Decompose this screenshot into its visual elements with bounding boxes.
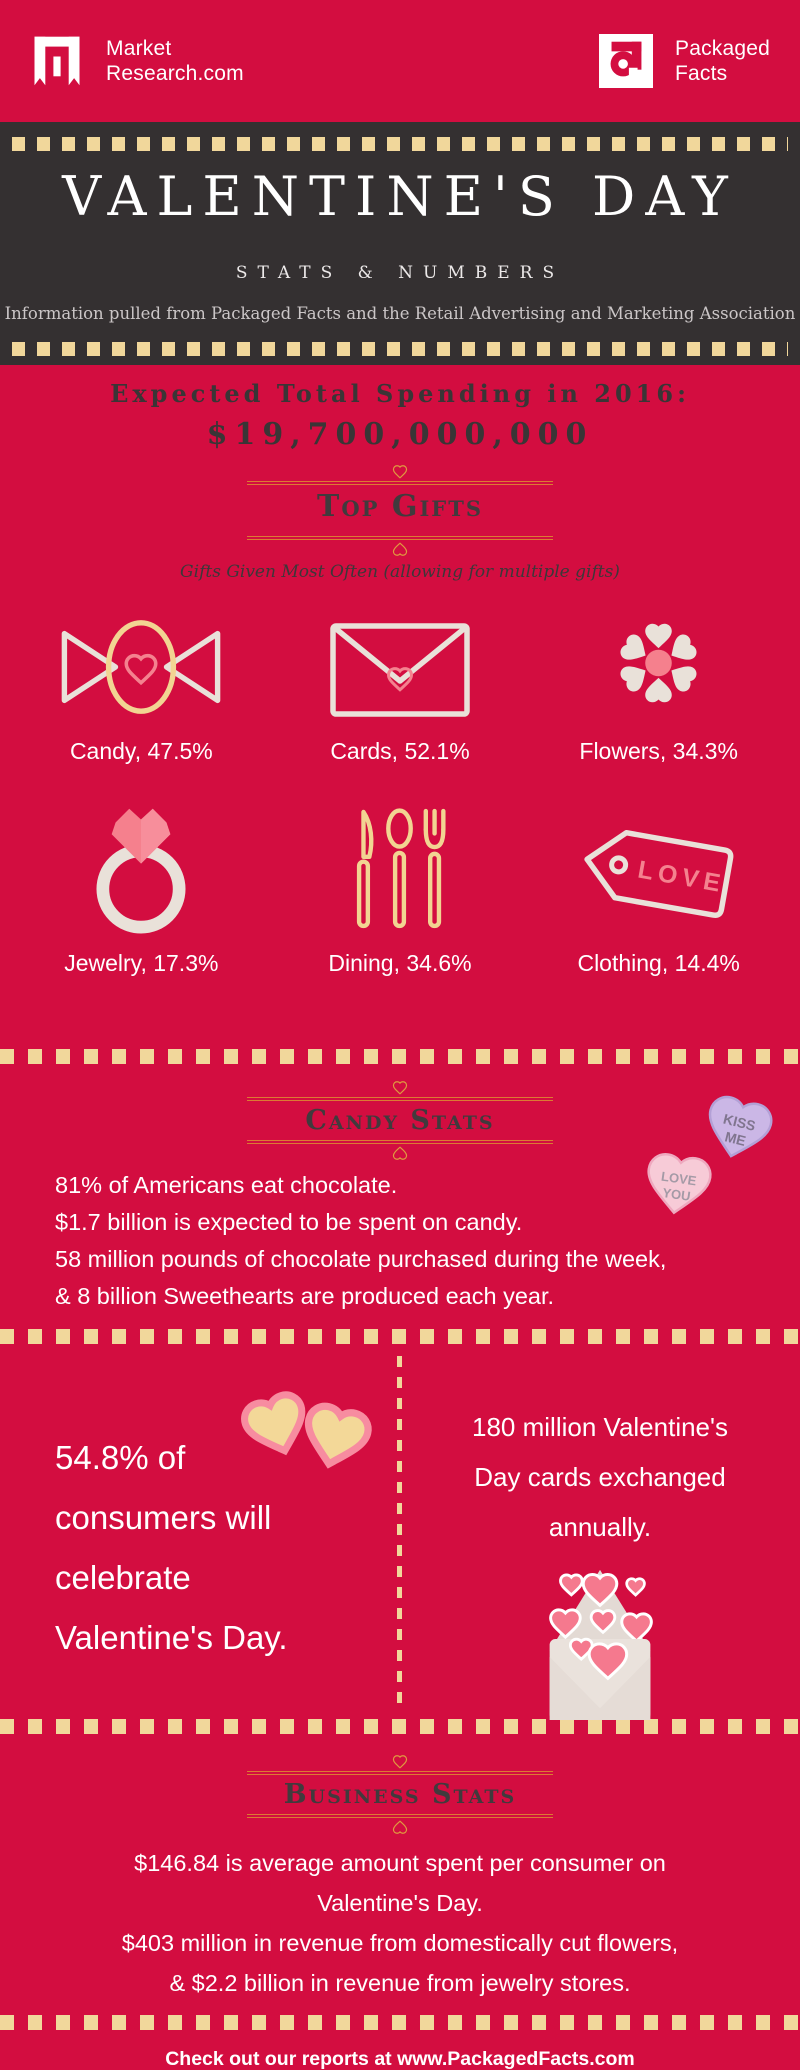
candy-stats-section <box>0 1064 800 1329</box>
gift-label: Dining, 34.6% <box>328 950 472 976</box>
total-spending <box>0 379 800 452</box>
candy-heart-text: LOVE <box>660 1168 698 1189</box>
top-gifts-grid <box>12 604 788 977</box>
top-gifts-heading: Top Gifts <box>317 489 483 524</box>
header <box>0 0 800 122</box>
heart-ornament-icon <box>390 464 410 480</box>
gift-label: Cards, 52.1% <box>330 738 470 764</box>
gift-label: Clothing, 14.4% <box>577 950 740 976</box>
divider-lines <box>247 1097 553 1101</box>
gift-item-clothing <box>529 799 788 977</box>
stat-line: & 8 billion Sweethearts are produced each year. <box>55 1283 555 1309</box>
stat-line: $146.84 is average amount spent per consumer on <box>134 1850 666 1876</box>
divider-lines <box>247 1140 553 1144</box>
divider-lines <box>247 1814 553 1818</box>
gift-item-jewelry <box>12 799 271 977</box>
market-research-logo-icon <box>30 32 84 90</box>
gift-item-flowers <box>529 604 788 765</box>
stat-line: 54.8% of <box>55 1439 186 1476</box>
brand-line: Facts <box>674 62 728 85</box>
conversation-hearts-icon <box>638 1086 778 1221</box>
brand-packaged-facts <box>599 34 770 88</box>
divider-lines <box>247 481 553 485</box>
divider-lines <box>247 536 553 540</box>
stat-line: Day cards exchanged <box>474 1462 726 1492</box>
business-stats-text <box>0 1843 800 2003</box>
jewelry-ring-icon <box>91 799 191 934</box>
envelope-hearts-icon <box>533 1562 668 1725</box>
stat-line: 180 million Valentine's <box>472 1412 728 1442</box>
stat-line: 81% of Americans eat chocolate. <box>55 1172 398 1198</box>
page-title: VALENTINE'S DAY <box>62 165 738 228</box>
stat-line: celebrate <box>55 1559 191 1596</box>
heart-divider-below <box>247 536 553 557</box>
business-stats-heading: Business Stats <box>283 1779 517 1810</box>
business-stats-section <box>0 1734 800 2015</box>
heart-ornament-icon <box>390 541 410 557</box>
candy-icon <box>52 612 230 722</box>
celebrate-section <box>0 1344 800 1719</box>
brand-line: Packaged <box>674 37 770 60</box>
candy-stats-heading: Candy Stats <box>305 1105 495 1136</box>
spending-amount: $19,700,000,000 <box>206 417 594 452</box>
cards-exchanged-stat <box>400 1344 800 1719</box>
heart-ornament-icon <box>390 1819 410 1835</box>
brand-text-packaged-facts <box>675 36 770 86</box>
stat-line: annually. <box>548 1512 652 1542</box>
gift-label: Flowers, 34.3% <box>579 738 738 764</box>
packaged-facts-logo-icon <box>599 34 653 88</box>
stat-line: Valentine's Day. <box>55 1619 288 1656</box>
heart-divider-below <box>247 1140 553 1161</box>
gift-item-dining <box>271 799 530 977</box>
gift-label: Candy, 47.5% <box>69 738 213 764</box>
cards-icon <box>325 617 475 722</box>
heart-ornament-icon <box>390 1754 410 1770</box>
two-hearts-icon <box>225 1378 390 1490</box>
spending-heading: Expected Total Spending in 2016: <box>110 379 690 408</box>
heart-ornament-icon <box>390 1145 410 1161</box>
dashed-separator <box>0 2015 800 2030</box>
dining-utensils-icon <box>344 802 456 934</box>
heart-divider-above <box>247 1754 553 1775</box>
heart-divider-above <box>247 1080 553 1101</box>
divider-lines <box>247 1771 553 1775</box>
footer <box>0 2048 800 2070</box>
brand-line: Market <box>106 37 172 60</box>
source-attribution: Information pulled from Packaged Facts and the Retail Advertising and Marketing Association <box>4 303 796 323</box>
stat-line: Valentine's Day. <box>317 1890 483 1916</box>
gift-item-cards <box>271 604 530 765</box>
page-subtitle: STATS & NUMBERS <box>235 262 565 283</box>
tag-text: LOVE <box>635 855 727 899</box>
heart-divider-below <box>247 1814 553 1835</box>
clothing-tag-icon <box>574 812 744 934</box>
dashed-separator <box>0 1329 800 1344</box>
film-strip-top <box>12 137 788 151</box>
dashed-separator <box>0 1049 800 1064</box>
candy-heart-text: YOU <box>661 1185 692 1204</box>
heart-divider-above <box>247 464 553 485</box>
stat-line: consumers will <box>55 1499 272 1536</box>
brand-text-market-research <box>106 36 244 86</box>
flowers-icon <box>601 604 716 722</box>
film-strip-bottom <box>12 342 788 356</box>
stat-line: $403 million in revenue from domestically cut flowers, <box>121 1930 679 1956</box>
footer-cta: Check out our reports at www.PackagedFacts.com <box>165 2048 635 2070</box>
candy-heart-text: KISS <box>721 1110 758 1134</box>
stat-line: 58 million pounds of chocolate purchased during the week, <box>55 1246 667 1272</box>
title-band <box>0 122 800 365</box>
brand-market-research <box>30 32 244 90</box>
candy-heart-text: ME <box>723 1128 748 1149</box>
heart-ornament-icon <box>390 1080 410 1096</box>
gift-item-candy <box>12 604 271 765</box>
brand-line: Research.com <box>106 62 244 85</box>
celebrate-stat <box>0 1344 400 1719</box>
stat-line: & $2.2 billion in revenue from jewelry stores. <box>169 1970 631 1996</box>
stat-line: $1.7 billion is expected to be spent on candy. <box>55 1209 523 1235</box>
gift-label: Jewelry, 17.3% <box>64 950 219 976</box>
top-gifts-subheading: Gifts Given Most Often (allowing for multiple gifts) <box>180 562 620 582</box>
